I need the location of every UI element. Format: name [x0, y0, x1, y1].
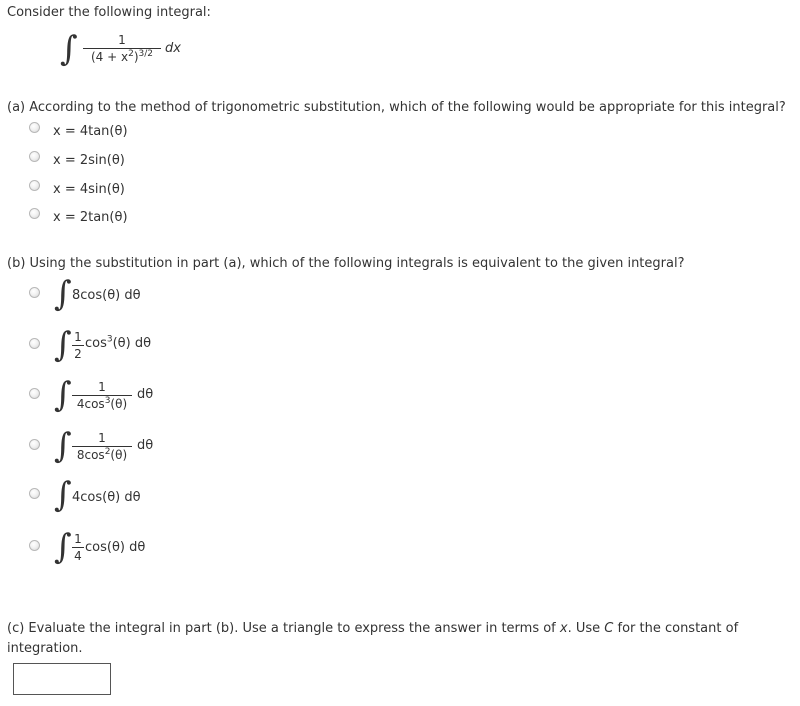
part-a-option-3-label[interactable]: x = 4sin(θ): [53, 182, 125, 197]
opt2-numerator: 1: [74, 330, 82, 344]
opt4-numerator: 1: [98, 431, 106, 445]
integral-sign: ∫: [54, 527, 72, 567]
given-numerator: 1: [118, 33, 126, 47]
integral-sign: ∫: [54, 274, 72, 314]
part-c-question: [7, 621, 738, 637]
integral-sign: ∫: [54, 325, 72, 365]
part-b-option-3-radio[interactable]: [29, 388, 40, 399]
opt4-dtheta: dθ: [137, 438, 154, 453]
opt3-fraction: [72, 380, 132, 411]
opt2-arg: (θ) dθ: [112, 336, 152, 351]
part-c-text-3: for the constant of: [613, 621, 739, 636]
integral-sign: ∫: [60, 29, 78, 69]
fraction-bar: [72, 446, 132, 447]
fraction-bar: [72, 395, 132, 396]
opt2-power: 3: [106, 334, 113, 345]
opt4-den-a: 8cos: [76, 448, 105, 462]
den-base: (4 + x: [90, 50, 129, 64]
part-b-question: (b) Using the substitution in part (a), which of the following integrals is equivalent to the given integral?: [7, 256, 685, 271]
part-b-option-5-radio[interactable]: [29, 488, 40, 499]
part-b-option-5-label[interactable]: 4cos(θ) dθ: [72, 490, 141, 505]
part-c-text-2: . Use: [567, 621, 605, 636]
opt2-fraction: [72, 330, 84, 361]
opt6-expression: cos(θ) dθ: [85, 540, 146, 555]
opt4-den-b: (θ): [110, 448, 128, 462]
part-b-option-4-radio[interactable]: [29, 439, 40, 450]
part-c-text-1: (c) Evaluate the integral in part (b). Use a triangle to express the answer in terms of: [7, 621, 560, 636]
part-a-option-4-radio[interactable]: [29, 208, 40, 219]
opt6-denominator: 4: [74, 549, 82, 563]
fraction-bar: [72, 547, 84, 548]
part-c-variable-x: x: [559, 621, 568, 636]
integral-sign: ∫: [54, 475, 72, 515]
den-square: 2: [128, 49, 134, 59]
opt6-fraction: [72, 532, 84, 563]
opt2-denominator: 2: [74, 347, 82, 361]
part-b-option-6-radio[interactable]: [29, 540, 40, 551]
integral-sign: ∫: [54, 375, 72, 415]
given-dx: dx: [165, 41, 181, 56]
den-power: 3/2: [138, 49, 153, 59]
opt3-den-a: 4cos: [76, 397, 105, 411]
part-b-option-1-label[interactable]: 8cos(θ) dθ: [72, 288, 141, 303]
part-b-option-2-radio[interactable]: [29, 338, 40, 349]
part-a-option-1-radio[interactable]: [29, 122, 40, 133]
opt3-numerator: 1: [98, 380, 106, 394]
given-denominator: [83, 50, 161, 64]
part-a-option-2-label[interactable]: x = 2sin(θ): [53, 153, 125, 168]
opt3-den-power: 3: [104, 396, 111, 406]
opt4-denominator: [72, 448, 132, 462]
part-a-option-3-radio[interactable]: [29, 180, 40, 191]
part-a-question: (a) According to the method of trigonometric substitution, which of the following would be appropriate for this integral?: [7, 100, 786, 115]
fraction-bar: [72, 345, 84, 346]
opt4-fraction: [72, 431, 132, 462]
integral-sign: ∫: [54, 426, 72, 466]
opt3-denominator: [72, 397, 132, 411]
opt4-den-power: 2: [104, 447, 111, 457]
part-a-option-1-label[interactable]: x = 4tan(θ): [53, 124, 128, 139]
given-fraction: [83, 33, 161, 64]
opt3-den-b: (θ): [110, 397, 128, 411]
part-b-option-1-radio[interactable]: [29, 287, 40, 298]
intro-text: Consider the following integral:: [7, 5, 211, 20]
part-c-constant-c: C: [604, 621, 614, 636]
part-a-option-4-label[interactable]: x = 2tan(θ): [53, 210, 128, 225]
opt6-numerator: 1: [74, 532, 82, 546]
part-c-question-continued: integration.: [7, 641, 83, 656]
part-c-answer-input[interactable]: [13, 663, 111, 695]
part-a-option-2-radio[interactable]: [29, 151, 40, 162]
den-close: ): [133, 50, 139, 64]
opt2-func: cos: [85, 336, 107, 351]
opt3-dtheta: dθ: [137, 387, 154, 402]
opt2-expression: [85, 336, 151, 352]
